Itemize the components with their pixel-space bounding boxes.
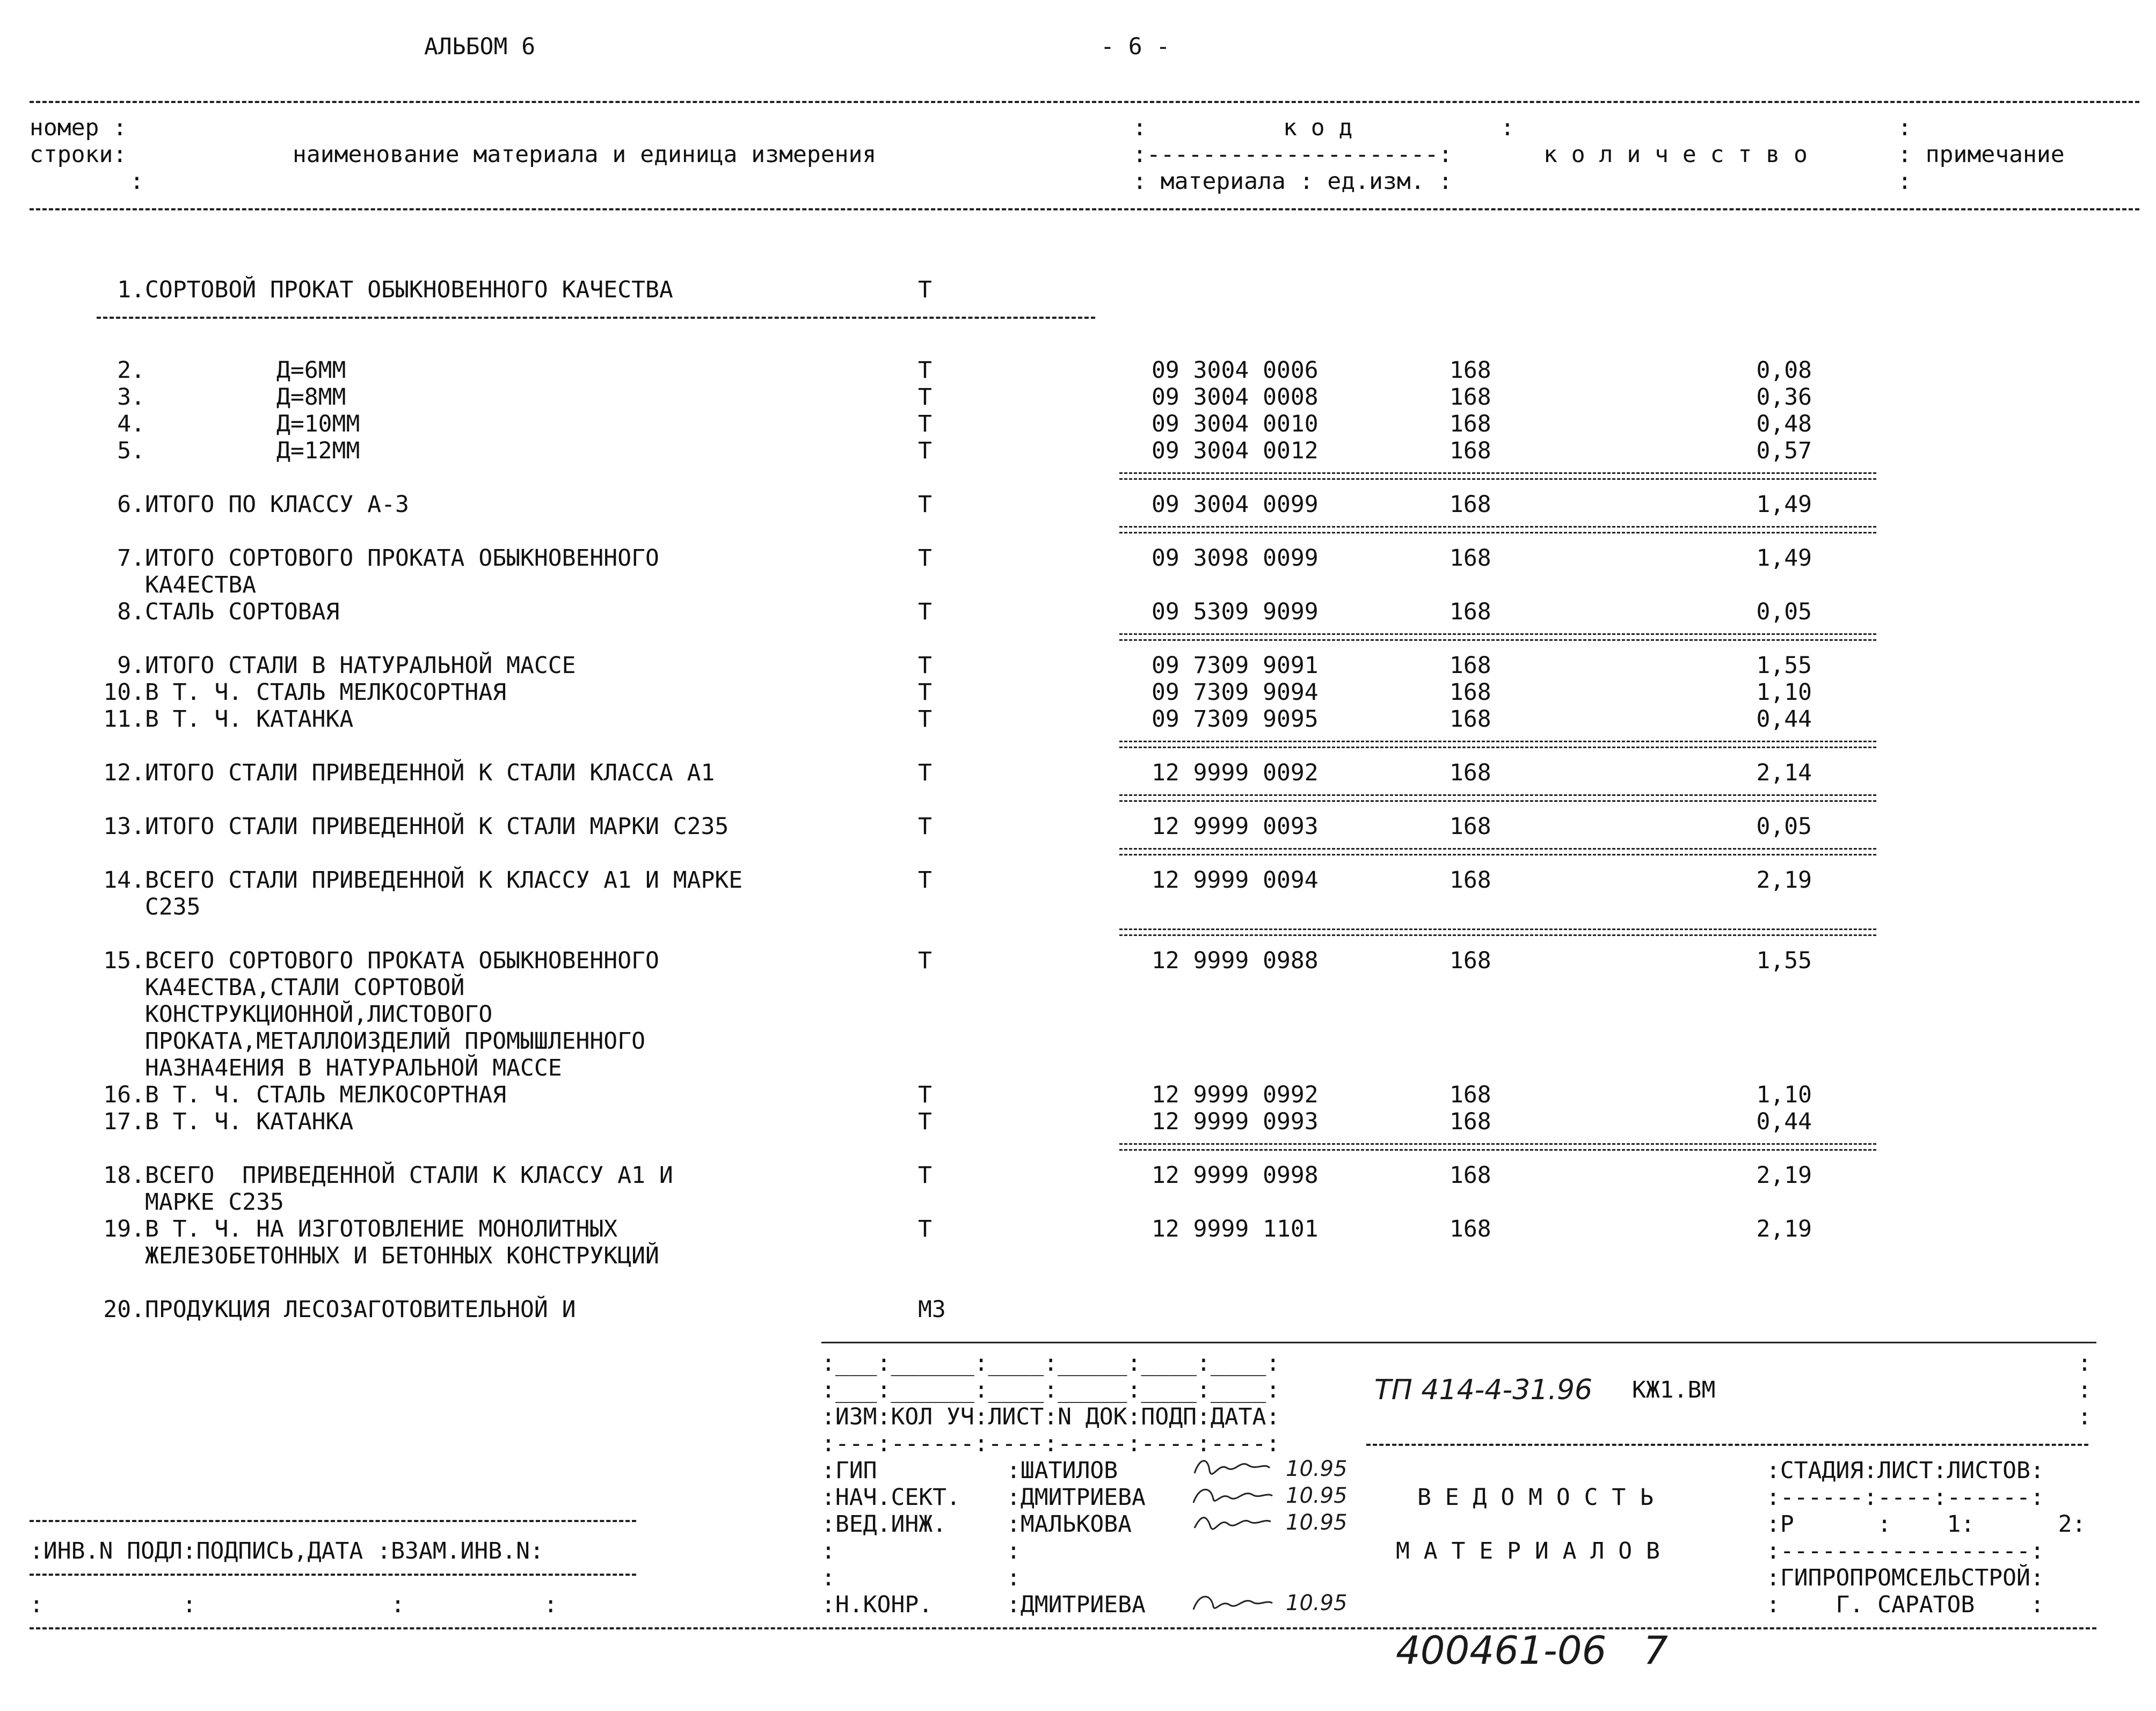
row-number: 15. (103, 947, 145, 974)
material-code: 12 9999 0092 (1152, 759, 1319, 786)
row-number: 1. (117, 276, 145, 303)
material-code: 12 9999 0093 (1152, 813, 1319, 840)
code-subheader: : материала : ед.изм. : (1133, 168, 1453, 195)
left-stamp-mid-rule (30, 1574, 636, 1576)
row-unit: Т (918, 1081, 932, 1108)
role-norm-control: :Н.КОНР. (821, 1591, 933, 1618)
row-unit: Т (918, 1216, 932, 1242)
role-blank: : (821, 1564, 835, 1591)
row-unit: Т (918, 491, 932, 518)
row-number: 7. (117, 545, 145, 572)
material-code: 09 7309 9094 (1152, 679, 1319, 706)
row-number-label-3: : (130, 168, 144, 195)
row-unit: Т (918, 598, 932, 625)
doc-code-suffix: КЖ1.ВМ (1632, 1377, 1716, 1403)
person-name: : (1007, 1564, 1021, 1591)
date-handwritten: 10.95 (1286, 1483, 1348, 1508)
row-unit: Т (918, 357, 932, 384)
quantity-value: 1,10 (1756, 1081, 1812, 1108)
person-name: :ШАТИЛОВ (1007, 1457, 1118, 1484)
quantity-value: 0,48 (1756, 411, 1812, 437)
double-rule (1119, 794, 1876, 802)
material-code: 12 9999 1101 (1152, 1216, 1319, 1242)
quantity-value: 1,55 (1756, 947, 1812, 974)
quantity-column-header: к о л и ч е с т в о (1543, 141, 1808, 168)
row-number: 12. (103, 759, 145, 786)
material-code: 09 3004 0008 (1152, 384, 1319, 411)
row-name: ИТОГО ПО КЛАССУ А-3 (145, 491, 409, 518)
row-unit: Т (918, 411, 932, 437)
row-number: 17. (103, 1108, 145, 1135)
quantity-value: 1,10 (1756, 679, 1812, 706)
date-handwritten: 10.95 (1286, 1457, 1348, 1481)
row-name: ИТОГО СТАЛИ ПРИВЕДЕННОЙ К СТАЛИ КЛАССА А1 (145, 759, 715, 786)
note-colon-bottom: : (1898, 168, 1912, 195)
material-code: 09 7309 9095 (1152, 706, 1319, 733)
quantity-value: 0,05 (1756, 813, 1812, 840)
row-number: 4. (117, 411, 145, 437)
row-unit: Т (918, 545, 932, 572)
role-lead-engineer: :ВЕД.ИНЖ. (821, 1511, 946, 1538)
section-rule (97, 317, 1095, 319)
row-name: В Т. Ч. КАТАНКА (145, 706, 354, 733)
code-colon-left: : (1133, 114, 1147, 141)
signature-malkova (1189, 1505, 1275, 1538)
material-code: 09 3004 0012 (1152, 437, 1319, 464)
stamp-right-colon: : (2078, 1350, 2092, 1377)
unit-code: 168 (1450, 437, 1491, 464)
row-name-cont: ЖЕЛЕЗОБЕТОННЫХ И БЕТОННЫХ КОНСТРУКЦИЙ (145, 1242, 659, 1269)
organization-city: : Г. САРАТОВ : (1766, 1591, 2044, 1618)
row-number: 9. (117, 652, 145, 679)
row-unit: Т (918, 437, 932, 464)
row-unit: Т (918, 1108, 932, 1135)
unit-code: 168 (1450, 706, 1491, 733)
material-code: 09 3098 0099 (1152, 545, 1319, 572)
row-name: СОРТОВОЙ ПРОКАТ ОБЫКНОВЕННОГО КАЧЕСТВА (145, 276, 673, 303)
row-number: 8. (117, 598, 145, 625)
quantity-value: 1,55 (1756, 652, 1812, 679)
row-name: В Т. Ч. СТАЛЬ МЕЛКОСОРТНАЯ (145, 1081, 507, 1108)
material-code: 09 7309 9091 (1152, 652, 1319, 679)
row-number: 16. (103, 1081, 145, 1108)
row-number: 20. (103, 1296, 145, 1323)
quantity-value: 0,08 (1756, 357, 1812, 384)
stamp-right-colon: : (2078, 1377, 2092, 1403)
material-code: 09 5309 9099 (1152, 598, 1319, 625)
organization-name: :ГИПРОПРОМСЕЛЬСТРОЙ: (1766, 1564, 2044, 1591)
row-unit: Т (918, 947, 932, 974)
material-code: 12 9999 0992 (1152, 1081, 1319, 1108)
person-name: :ДМИТРИЕВА (1007, 1484, 1146, 1511)
quantity-value: 2,19 (1756, 867, 1812, 894)
row-number: 6. (117, 491, 145, 518)
unit-code: 168 (1450, 867, 1491, 894)
row-name: СТАЛЬ СОРТОВАЯ (145, 598, 340, 625)
row-number: 5. (117, 437, 145, 464)
album-label: АЛЬБОМ 6 (424, 33, 536, 60)
row-unit: Т (918, 813, 932, 840)
row-number: 14. (103, 867, 145, 894)
material-code: 09 3004 0010 (1152, 411, 1319, 437)
unit-code: 168 (1450, 411, 1491, 437)
row-unit: Т (918, 652, 932, 679)
quantity-value: 0,44 (1756, 706, 1812, 733)
material-code: 09 3004 0006 (1152, 357, 1319, 384)
row-name: В Т. Ч. НА ИЗГОТОВЛЕНИЕ МОНОЛИТНЫХ (145, 1216, 618, 1242)
row-name: ИТОГО СОРТОВОГО ПРОКАТА ОБЫКНОВЕННОГО (145, 545, 659, 572)
material-code: 12 9999 0998 (1152, 1162, 1319, 1189)
row-name-cont: КОНСТРУКЦИОННОЙ,ЛИСТОВОГО (145, 1001, 493, 1028)
doc-code-handwritten: ТП 414-4-31.96 (1374, 1374, 1593, 1406)
row-unit: М3 (918, 1296, 946, 1323)
row-name: ПРОДУКЦИЯ ЛЕСОЗАГОТОВИТЕЛЬНОЙ И (145, 1296, 576, 1323)
header-bottom-rule (30, 208, 2139, 210)
role-blank: : (821, 1538, 835, 1564)
unit-code: 168 (1450, 813, 1491, 840)
code-column-header: к о д (1283, 114, 1353, 141)
unit-code: 168 (1450, 357, 1491, 384)
unit-code: 168 (1450, 1081, 1491, 1108)
quantity-value: 2,19 (1756, 1216, 1812, 1242)
page-bottom-rule (30, 1627, 2096, 1629)
quantity-value: 0,36 (1756, 384, 1812, 411)
unit-code: 168 (1450, 947, 1491, 974)
material-code: 12 9999 0094 (1152, 867, 1319, 894)
row-number: 10. (103, 679, 145, 706)
row-name: Д=8ММ (276, 384, 346, 411)
document-title-line-2: М А Т Е Р И А Л О В (1396, 1538, 1660, 1564)
row-unit: Т (918, 759, 932, 786)
unit-code: 168 (1450, 545, 1491, 572)
row-name-cont: С235 (145, 894, 201, 920)
row-name-cont: КА4ЕСТВА,СТАЛИ СОРТОВОЙ (145, 974, 465, 1001)
row-number-label-1: номер : (30, 114, 127, 141)
unit-code: 168 (1450, 491, 1491, 518)
signature-dmitrieva-nkontr (1189, 1586, 1275, 1618)
unit-code: 168 (1450, 759, 1491, 786)
quantity-value: 0,57 (1756, 437, 1812, 464)
row-number: 11. (103, 706, 145, 733)
quantity-value: 2,14 (1756, 759, 1812, 786)
double-rule (1119, 741, 1876, 748)
role-chief-engineer: :ГИП (821, 1457, 877, 1484)
date-handwritten: 10.95 (1286, 1591, 1348, 1615)
code-colon-right: : (1501, 114, 1514, 141)
page-number: - 6 - (1101, 33, 1170, 60)
double-rule (1119, 526, 1876, 533)
row-unit: Т (918, 1162, 932, 1189)
person-name: :ДМИТРИЕВА (1007, 1591, 1146, 1618)
left-stamp-header: :ИНВ.N ПОДЛ:ПОДПИСЬ,ДАТА :ВЗАМ.ИНВ.N: (30, 1538, 544, 1564)
row-name: Д=12ММ (276, 437, 360, 464)
stage-values: :Р : 1: 2: (1766, 1511, 2086, 1538)
quantity-value: 2,19 (1756, 1162, 1812, 1189)
unit-code: 168 (1450, 1108, 1491, 1135)
stamp-column-headers: :ИЗМ:КОЛ УЧ:ЛИСТ:N ДОК:ПОДП:ДАТА: (821, 1403, 1280, 1430)
row-name: Д=10ММ (276, 411, 360, 437)
stamp-right-rule (1366, 1444, 2088, 1446)
row-name-cont: КА4ЕСТВА (145, 572, 257, 598)
row-name-cont: МАРКЕ С235 (145, 1189, 284, 1216)
stage-divider-2: :------------------: (1766, 1538, 2044, 1564)
material-code: 12 9999 0993 (1152, 1108, 1319, 1135)
header-top-rule (30, 101, 2139, 103)
archive-number-handwritten: 400461-06 7 (1396, 1628, 1668, 1673)
quantity-colon-top: : (1898, 114, 1912, 141)
left-stamp-top-rule (30, 1520, 636, 1522)
row-name-cont: ПРОКАТА,МЕТАЛЛОИЗДЕЛИЙ ПРОМЫШЛЕННОГО (145, 1028, 645, 1055)
row-name: В Т. Ч. КАТАНКА (145, 1108, 354, 1135)
person-name: :МАЛЬКОВА (1007, 1511, 1132, 1538)
stage-header: :СТАДИЯ:ЛИСТ:ЛИСТОВ: (1766, 1457, 2044, 1484)
row-name: ВСЕГО СТАЛИ ПРИВЕДЕННОЙ К КЛАССУ А1 И МАРКЕ (145, 867, 743, 894)
double-rule (1119, 1143, 1876, 1151)
left-stamp-row: : : : : (30, 1591, 558, 1618)
double-rule (1119, 848, 1876, 855)
material-code: 09 3004 0099 (1152, 491, 1319, 518)
stamp-divider: :---:------:----:-----:----:----: (821, 1430, 1280, 1457)
note-column-header: : примечание (1898, 141, 2065, 168)
double-rule (1119, 633, 1876, 641)
row-number: 19. (103, 1216, 145, 1242)
stage-divider: :------:----:------: (1766, 1484, 2044, 1511)
person-name: : (1007, 1538, 1021, 1564)
stamp-right-colon: : (2078, 1403, 2092, 1430)
stamp-blank-row: :___:______:____:_____:____:____: (821, 1350, 1280, 1377)
date-handwritten: 10.95 (1286, 1510, 1348, 1535)
row-number: 13. (103, 813, 145, 840)
row-unit: Т (918, 867, 932, 894)
row-name: ВСЕГО СОРТОВОГО ПРОКАТА ОБЫКНОВЕННОГО (145, 947, 659, 974)
unit-code: 168 (1450, 1216, 1491, 1242)
stamp-top-rule (821, 1342, 2096, 1343)
double-rule (1119, 928, 1876, 936)
document-title-line-1: В Е Д О М О С Т Ь (1417, 1484, 1654, 1511)
quantity-value: 1,49 (1756, 491, 1812, 518)
row-name: ИТОГО СТАЛИ ПРИВЕДЕННОЙ К СТАЛИ МАРКИ С235 (145, 813, 729, 840)
role-section-head: :НАЧ.СЕКТ. (821, 1484, 960, 1511)
row-number: 2. (117, 357, 145, 384)
row-number-label-2: строки: (30, 141, 127, 168)
row-name: ИТОГО СТАЛИ В НАТУРАЛЬНОЙ МАССЕ (145, 652, 576, 679)
stamp-blank-row: :___:______:____:_____:____:____: (821, 1377, 1280, 1403)
row-name: ВСЕГО ПРИВЕДЕННОЙ СТАЛИ К КЛАССУ А1 И (145, 1162, 673, 1189)
quantity-value: 0,44 (1756, 1108, 1812, 1135)
code-divider: :---------------------: (1133, 141, 1453, 168)
row-name: В Т. Ч. СТАЛЬ МЕЛКОСОРТНАЯ (145, 679, 507, 706)
unit-code: 168 (1450, 384, 1491, 411)
row-name: Д=6ММ (276, 357, 346, 384)
row-unit: Т (918, 384, 932, 411)
row-number: 3. (117, 384, 145, 411)
unit-code: 168 (1450, 598, 1491, 625)
unit-code: 168 (1450, 652, 1491, 679)
unit-code: 168 (1450, 679, 1491, 706)
row-unit: Т (918, 706, 932, 733)
quantity-value: 1,49 (1756, 545, 1812, 572)
row-number: 18. (103, 1162, 145, 1189)
quantity-value: 0,05 (1756, 598, 1812, 625)
row-unit: Т (918, 679, 932, 706)
row-unit: Т (918, 276, 932, 303)
name-column-header: наименование материала и единица измерения (293, 141, 877, 168)
double-rule (1119, 472, 1876, 480)
row-name-cont: НАЗНА4ЕНИЯ В НАТУРАЛЬНОЙ МАССЕ (145, 1055, 562, 1081)
material-code: 12 9999 0988 (1152, 947, 1319, 974)
unit-code: 168 (1450, 1162, 1491, 1189)
